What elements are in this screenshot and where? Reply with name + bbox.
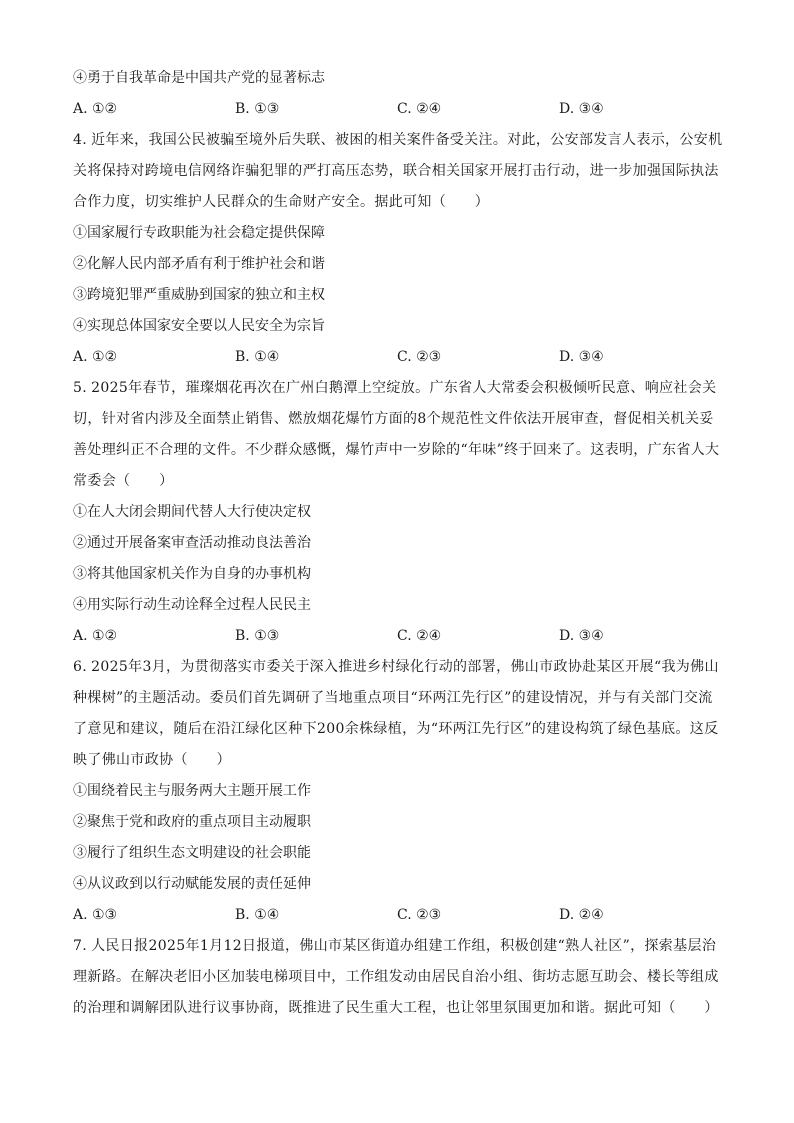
statement: ④勇于自我革命是中国共产党的显著标志 [73, 70, 325, 86]
statement: ②通过开展备案审查活动推动良法善治 [73, 535, 311, 551]
statement: ①在人大闭会期间代替人大行使决定权 [73, 504, 311, 520]
question-7-stem [73, 931, 723, 1024]
statement: ②聚焦于党和政府的重点项目主动履职 [73, 814, 311, 830]
question-5-stem [73, 373, 723, 497]
question-text: 近年来，我国公民被骗至境外后失联、被困的相关案件备受关注。对此，公安部发言人表示，公安机关将保持对跨境电信网络诈骗犯罪的严打高压态势，联合相关国家开展打击行动，进一步加强国际执法合作力度，切实维护人民群众的生命财产安全。据此可知（ ） [73, 132, 723, 210]
option-d[interactable]: D. ②④ [559, 907, 604, 923]
option-d[interactable]: D. ③④ [559, 101, 604, 117]
option-c[interactable]: C. ②④ [397, 101, 442, 117]
question-number: 4. [73, 132, 88, 148]
statement: ③将其他国家机关作为自身的办事机构 [73, 566, 311, 582]
statement: ④实现总体国家安全要以人民安全为宗旨 [73, 318, 325, 334]
option-b[interactable]: B. ①④ [235, 349, 280, 365]
option-a[interactable]: A. ①② [73, 101, 118, 117]
option-c[interactable]: C. ②③ [397, 907, 442, 923]
answer-options [73, 94, 723, 125]
question-text: 2025年春节，璀璨烟花再次在广州白鹅潭上空绽放。广东省人大常委会积极倾听民意、响应社会关切，针对省内涉及全面禁止销售、燃放烟花爆竹方面的8个规范性文件依法开展审查，督促相关机关妥善处理纠正不合理的文件。不少群众感慨，爆竹声中一岁除的“年味”终于回来了。这表明，广东省人大常委会（ ） [73, 380, 720, 489]
option-b[interactable]: B. ①③ [235, 628, 280, 644]
question-text: 2025年3月，为贯彻落实市委关于深入推进乡村绿化行动的部署，佛山市政协赴某区开展“我为佛山种棵树”的主题活动。委员们首先调研了当地重点项目“环两江先行区”的建设情况，并与有关部门交流了意见和建议，随后在沿江绿化区种下200余株绿植，为“环两江先行区”的建设构筑了绿色基底。这反映了佛山市政协（ ） [73, 659, 719, 768]
question-4-stem [73, 125, 723, 218]
statement: ③跨境犯罪严重威胁到国家的独立和主权 [73, 287, 325, 303]
option-a[interactable]: A. ①③ [73, 907, 118, 923]
answer-options [73, 900, 723, 931]
statement: ①国家履行专政职能为社会稳定提供保障 [73, 225, 325, 241]
answer-options [73, 342, 723, 373]
option-c[interactable]: C. ②③ [397, 349, 442, 365]
statement: ④用实际行动生动诠释全过程人民民主 [73, 597, 311, 613]
option-d[interactable]: D. ③④ [559, 628, 604, 644]
statement: ②化解人民内部矛盾有利于维护社会和谐 [73, 256, 325, 272]
question-number: 5. [73, 380, 88, 396]
option-c[interactable]: C. ②④ [397, 628, 442, 644]
question-text: 人民日报2025年1月12日报道，佛山市某区街道办组建工作组，积极创建“熟人社区”，探索基层治理新路。在解决老旧小区加装电梯项目中，工作组发动由居民自治小组、街坊志愿互助会、楼长等组成的治理和调解团队进行议事协商，既推进了民生重大工程，也让邻里氛围更加和谐。据此可知（ ） [73, 938, 719, 1016]
question-number: 6. [73, 659, 88, 675]
answer-options [73, 621, 723, 652]
statement: ③履行了组织生态文明建设的社会职能 [73, 845, 311, 861]
option-a[interactable]: A. ①② [73, 628, 118, 644]
statement: ①围绕着民主与服务两大主题开展工作 [73, 783, 311, 799]
option-a[interactable]: A. ①② [73, 349, 118, 365]
question-number: 7. [73, 938, 88, 954]
statement: ④从议政到以行动赋能发展的责任延伸 [73, 876, 311, 892]
question-6-stem [73, 652, 723, 776]
option-b[interactable]: B. ①③ [235, 101, 280, 117]
option-b[interactable]: B. ①④ [235, 907, 280, 923]
exam-page [73, 63, 723, 1024]
option-d[interactable]: D. ③④ [559, 349, 604, 365]
